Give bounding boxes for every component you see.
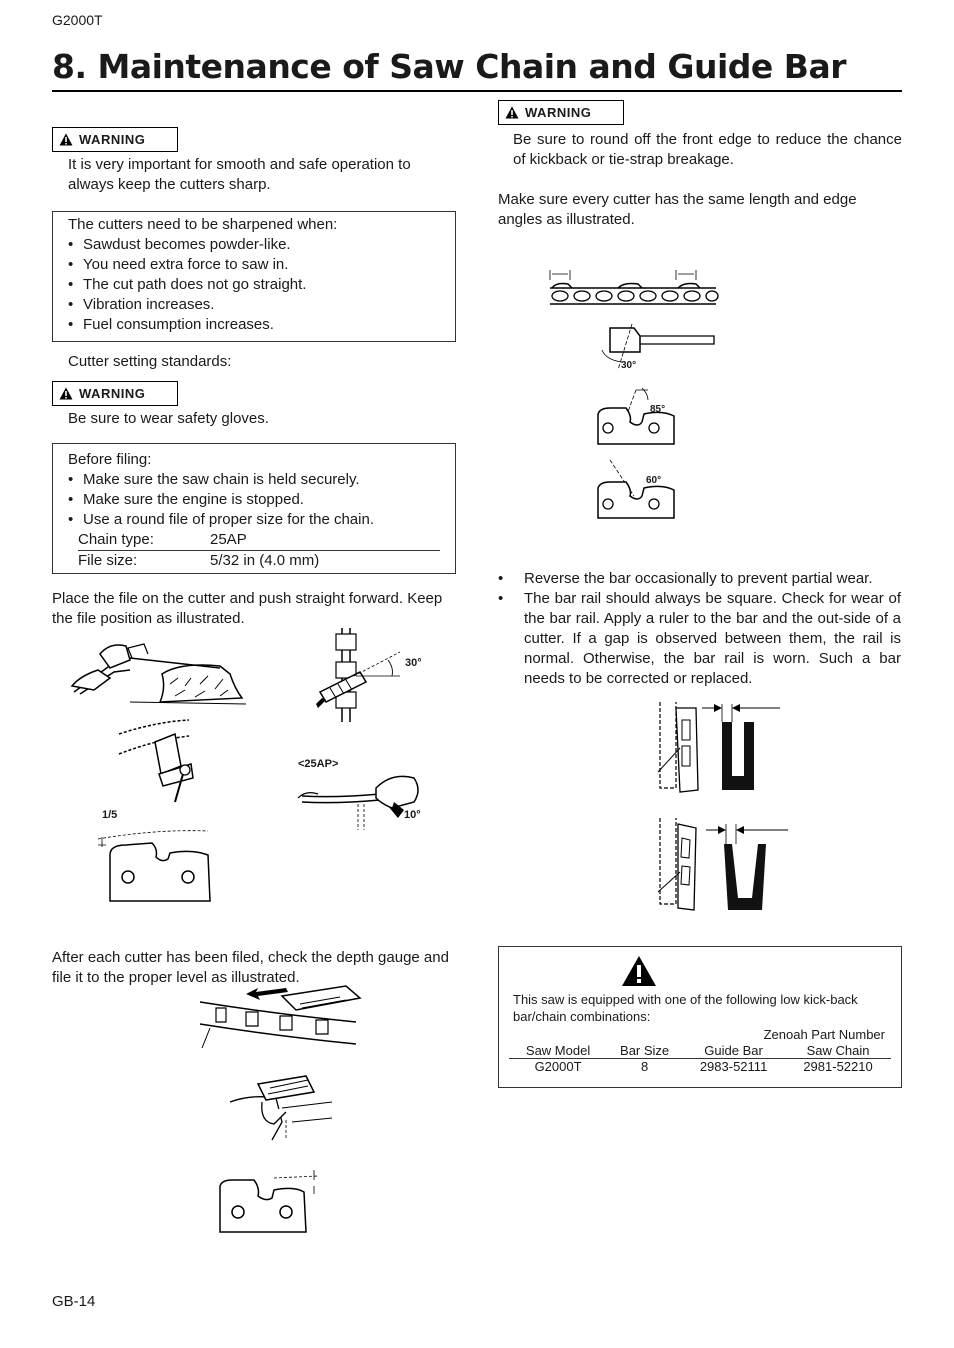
- same-length-text: Make sure every cutter has the same length and edge angles as illustrated.: [498, 191, 857, 228]
- kickback-table: [509, 1043, 891, 1074]
- file-size-value: 5/32 in (4.0 mm): [210, 552, 320, 569]
- angle-60-label: 60°: [646, 475, 662, 486]
- chain-25ap-label: <25AP>: [298, 758, 339, 770]
- table-row: [509, 1059, 891, 1075]
- list-item: • Sawdust becomes powder-like.: [68, 235, 455, 255]
- depth-gauge-cutter-illustration: [214, 1168, 324, 1236]
- bar-rail-normal-illustration: [652, 700, 784, 796]
- fifth-label: 1/5: [102, 809, 118, 821]
- bar-maintenance-list: [498, 569, 901, 689]
- warning-icon: [59, 387, 73, 400]
- file-angle-10-label: 10°: [404, 809, 421, 821]
- table-header-row: [509, 1043, 891, 1059]
- filing-box-heading: Before filing:: [68, 451, 152, 468]
- chain-type-row: [78, 530, 440, 551]
- file-angle-30-label: 30°: [405, 657, 422, 669]
- list-item: • Make sure the engine is stopped.: [68, 490, 440, 510]
- depth-gauge-text: After each cutter has been filed, check the depth gauge and file it to the proper level as illustrated.: [52, 949, 449, 986]
- file-angle-top-illustration: [296, 622, 406, 727]
- place-file-text: Place the file on the cutter and push straight forward. Keep the file position as illustrated.: [52, 590, 443, 627]
- chainsaw-stump-illustration: [70, 634, 250, 712]
- depth-gauge-chain-illustration: [196, 978, 366, 1058]
- warning-badge-sharpness: [52, 127, 178, 152]
- chain-length-illustration: [546, 264, 722, 312]
- kickback-text: This saw is equipped with one of the following low kick-back bar/chain combinations:: [513, 992, 858, 1024]
- warning-label: WARNING: [79, 386, 146, 401]
- front-edge-warning-text: Be sure to round off the front edge to reduce the chance of kickback or tie-strap breakage.: [513, 131, 902, 168]
- warning-icon: [621, 955, 657, 987]
- cutter-standards-label: Cutter setting standards:: [68, 353, 232, 370]
- column-header: Guide Bar: [704, 1043, 763, 1058]
- top-plate-angle-illustration: [596, 322, 718, 372]
- file-size-label: File size:: [78, 552, 138, 569]
- hand-filing-illustration: [296, 768, 426, 832]
- page-title: 8. Maintenance of Saw Chain and Guide Bar: [52, 47, 846, 86]
- sharpness-warning-text: It is very important for smooth and safe operation to always keep the cutters sharp.: [68, 156, 411, 193]
- column-header: Saw Chain: [806, 1043, 870, 1058]
- gloves-warning-text: Be sure to wear safety gloves.: [68, 410, 269, 427]
- column-header: Bar Size: [620, 1043, 670, 1058]
- sharpen-conditions-box: [52, 211, 456, 342]
- part-number-header: Zenoah Part Number: [763, 1027, 885, 1042]
- warning-badge-front-edge: [498, 100, 624, 125]
- filing-checklist: [68, 470, 440, 530]
- chain-type-value: 25AP: [210, 531, 247, 548]
- list-item: • Fuel consumption increases.: [68, 315, 455, 335]
- warning-label: WARNING: [79, 132, 146, 147]
- list-item: • Vibration increases.: [68, 295, 455, 315]
- column-header: Saw Model: [525, 1043, 591, 1058]
- sharpen-conditions-list: [68, 235, 455, 335]
- warning-icon: [59, 133, 73, 146]
- table-cell: 2983-52111: [699, 1059, 768, 1074]
- sharpen-box-heading: The cutters need to be sharpened when:: [68, 216, 338, 233]
- side-plate-85-illustration: [592, 388, 682, 446]
- page-number: GB-14: [52, 1293, 96, 1310]
- angle-30-label: 30°: [621, 360, 637, 371]
- list-item: • Make sure the saw chain is held securely.: [68, 470, 440, 490]
- warning-badge-gloves: [52, 381, 178, 406]
- list-item: • Use a round file of proper size for the chain.: [68, 510, 440, 530]
- chain-type-label: Chain type:: [78, 531, 154, 548]
- bar-vise-illustration: [115, 716, 211, 806]
- side-plate-60-illustration: [592, 456, 682, 520]
- list-item: • The bar rail should always be square. Check for wear of the bar rail. Apply a ruler to the bar and the out-side of a cutter. If a gap is observed between them, the rail is normal. Otherwise, the bar rail is worn. Such a bar needs to be corrected or replaced.: [498, 589, 901, 689]
- depth-gauge-tool-illustration: [222, 1072, 352, 1142]
- warning-icon: [505, 106, 519, 119]
- model-name: G2000T: [52, 12, 103, 28]
- table-cell: 2981-52210: [803, 1059, 873, 1074]
- list-item: • You need extra force to saw in.: [68, 255, 455, 275]
- list-item: • Reverse the bar occasionally to prevent partial wear.: [498, 569, 901, 589]
- before-filing-box: [52, 443, 456, 574]
- warning-label: WARNING: [525, 105, 592, 120]
- kickback-combination-box: [498, 946, 902, 1088]
- bar-rail-worn-illustration: [652, 816, 792, 916]
- cutter-one-fifth-illustration: [96, 825, 216, 905]
- angle-85-label: 85°: [650, 404, 666, 415]
- file-size-row: [78, 551, 440, 571]
- table-cell: 8: [640, 1059, 649, 1074]
- table-cell: G2000T: [534, 1059, 582, 1074]
- list-item: • The cut path does not go straight.: [68, 275, 455, 295]
- title-rule: [52, 90, 902, 92]
